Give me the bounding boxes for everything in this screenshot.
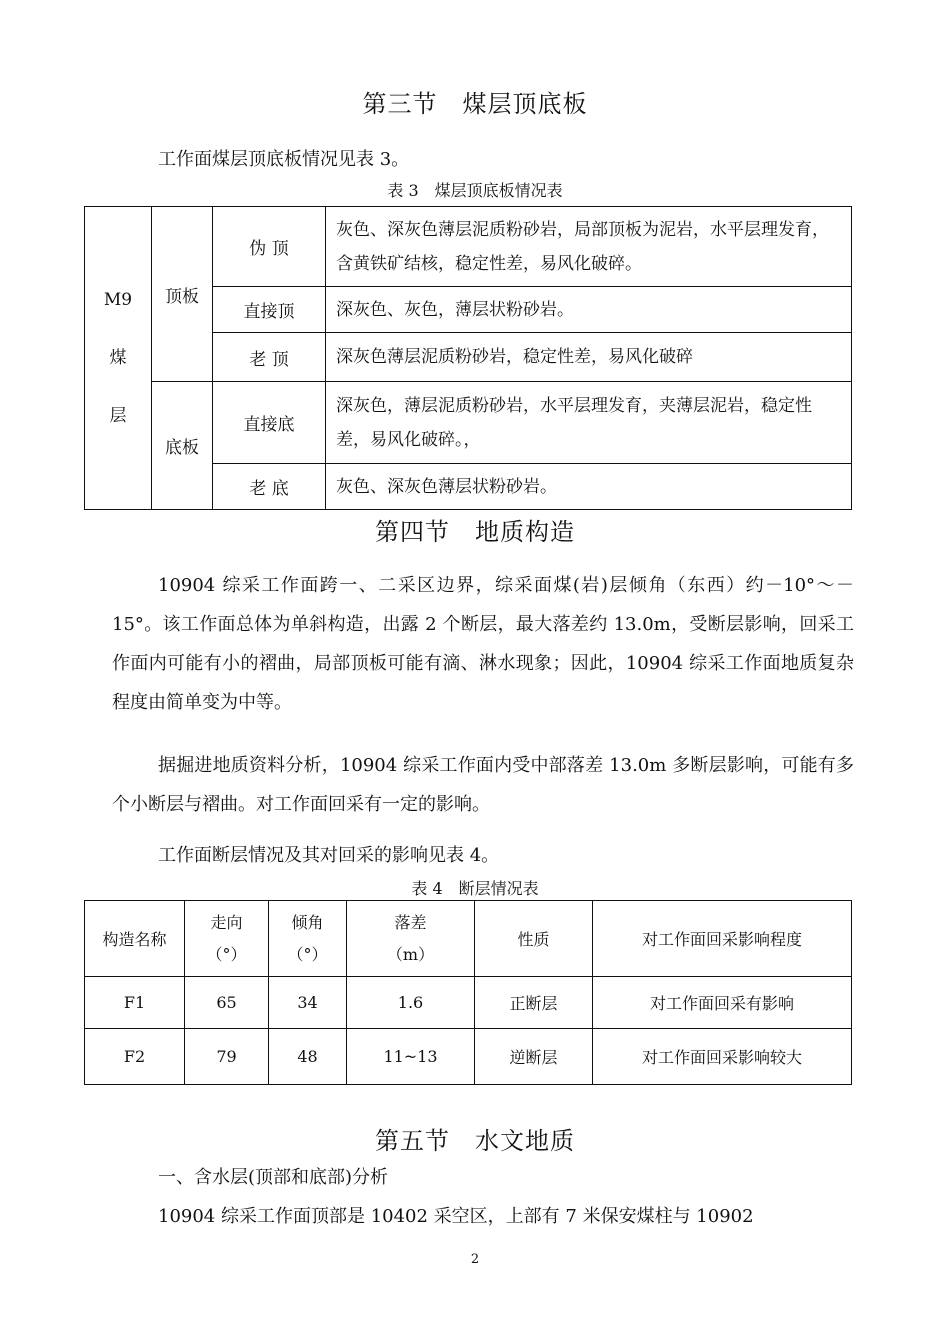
table3-desc-cell: 深灰色、灰色，薄层状粉砂岩。 [326,287,852,333]
table4-cell: 逆断层 [475,1029,593,1085]
table3-group-floor: 底板 [152,382,213,510]
table3-desc-cell: 灰色、深灰色薄层泥质粉砂岩，局部顶板为泥岩，水平层理发育，含黄铁矿结核，稳定性差，易风化破碎。 [326,207,852,287]
table3-group-roof: 顶板 [152,207,213,382]
table3-desc-cell: 深灰色薄层泥质粉砂岩，稳定性差，易风化破碎 [326,333,852,382]
table4-header-cell: 对工作面回采影响程度 [593,901,852,977]
table3-type-cell: 伪 顶 [213,207,326,287]
table-row [85,977,852,1029]
table3 [84,206,852,510]
table3-type-cell: 老 顶 [213,333,326,382]
table4-cell: 对工作面回采影响较大 [593,1029,852,1085]
seam-label-line: 层 [109,406,127,426]
section4-paragraph: 据掘进地质资料分析，10904 综采工作面内受中部落差 13.0m 多断层影响，可能有多个小断层与褶曲。对工作面回采有一定的影响。 [112,755,854,815]
table4-cell: 正断层 [475,977,593,1029]
section3-title: 第三节 煤层顶底板 [362,90,588,118]
table4-header-cell: 倾角 （°） [269,901,347,977]
table4-header-cell: 落差 （m） [347,901,475,977]
table4-cell: 34 [269,977,347,1029]
table4-cell: 65 [185,977,269,1029]
table4-cell: F2 [85,1029,185,1085]
section5-title: 第五节 水文地质 [375,1127,575,1155]
section4-paragraph: 10904 综采工作面跨一、二采区边界，综采面煤(岩)层倾角（东西）约－10°～－15°。该工作面总体为单斜构造，出露 2 个断层，最大落差约 13.0m，受断层影响，回采工作面内可能有小的褶曲，局部顶板可能有滴、淋水现象；因此，10904 综采工作面地质复杂程度由简单变为中等。 [112,575,854,713]
seam-label-line: M9 [103,290,133,310]
table4-caption: 表 4 断层情况表 [411,879,539,898]
table4-cell: F1 [85,977,185,1029]
table3-desc-cell: 深灰色，薄层泥质粉砂岩，水平层理发育，夹薄层泥岩，稳定性差，易风化破碎。， [326,382,852,464]
table3-caption: 表 3 煤层顶底板情况表 [387,181,563,200]
table4-cell: 79 [185,1029,269,1085]
section5-subheading: 一、含水层(顶部和底部)分析 [158,1167,389,1188]
table4-cell: 48 [269,1029,347,1085]
section5-paragraph: 10904 综采工作面顶部是 10402 采空区，上部有 7 米保安煤柱与 10902 [158,1206,754,1227]
page-number: 2 [470,1252,480,1267]
section3-intro: 工作面煤层顶底板情况见表 3。 [158,149,410,170]
seam-label-line: 煤 [109,348,127,368]
table3-desc-cell: 灰色、深灰色薄层状粉砂岩。 [326,464,852,510]
table4-cell: 1.6 [347,977,475,1029]
table3-seam-cell [85,207,152,510]
table-row [85,1029,852,1085]
table4 [84,900,852,1085]
table3-type-cell: 直接底 [213,382,326,464]
table3-type-cell: 老 底 [213,464,326,510]
table4-cell: 对工作面回采有影响 [593,977,852,1029]
table4-header-cell: 构造名称 [85,901,185,977]
table4-header-row [85,901,852,977]
table3-type-cell: 直接顶 [213,287,326,333]
table4-cell: 11~13 [347,1029,475,1085]
table4-header-cell: 性质 [475,901,593,977]
table4-header-cell: 走向 （°） [185,901,269,977]
section4-title: 第四节 地质构造 [375,518,575,546]
section4-paragraph: 工作面断层情况及其对回采的影响见表 4。 [158,845,500,866]
